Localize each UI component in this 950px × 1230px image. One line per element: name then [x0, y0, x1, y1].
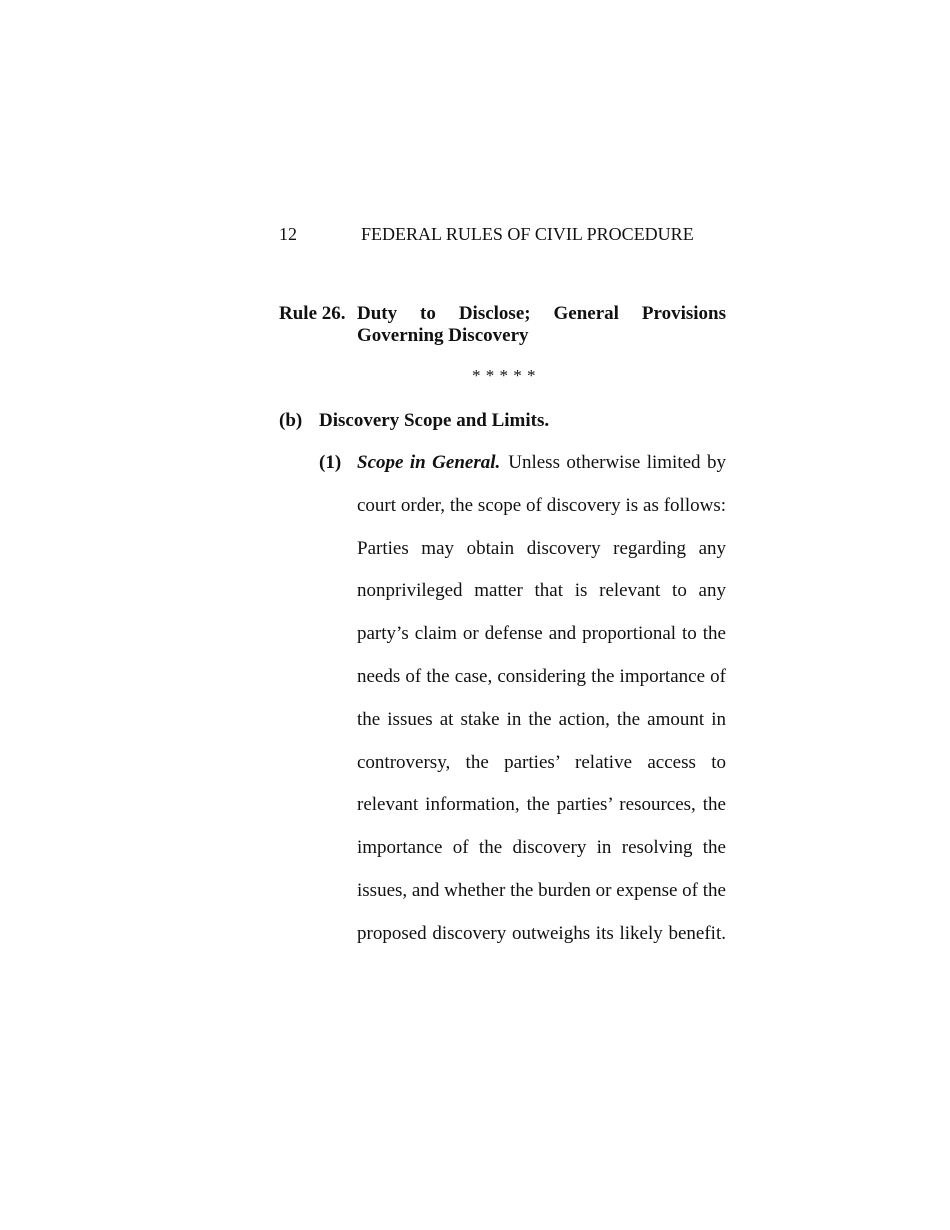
omission-marker: * * * * * [472, 366, 536, 385]
paragraph-line: proposed discovery outweighs its likely benefit. [357, 922, 726, 944]
paragraph-line: court order, the scope of discovery is as follows: [357, 494, 726, 516]
rule-label: Rule 26. [279, 303, 346, 324]
page-number: 12 [279, 224, 297, 244]
paragraph-line: controversy, the parties’ relative access to [357, 751, 726, 773]
paragraph-line: relevant information, the parties’ resources, the [357, 794, 726, 816]
paragraph-line: issues, and whether the burden or expense of the [357, 879, 726, 901]
paragraph-heading: Scope in General. [357, 452, 501, 473]
paragraph-line [357, 452, 726, 495]
paragraph-line-text: Unless otherwise limited by [508, 452, 726, 473]
running-head: FEDERAL RULES OF CIVIL PROCEDURE [361, 224, 694, 244]
paragraph-line: nonprivileged matter that is relevant to any [357, 580, 726, 602]
paragraph-body [357, 452, 726, 966]
paragraph-line: needs of the case, considering the importance of [357, 665, 726, 687]
rule-title: Duty to Disclose; General Provisions Governing Discovery [357, 303, 726, 346]
paragraph-line: Parties may obtain discovery regarding any [357, 537, 726, 559]
subdivision-label: (b) [279, 410, 303, 431]
subdivision-heading: Discovery Scope and Limits. [319, 410, 550, 431]
paragraph-line: importance of the discovery in resolving the [357, 837, 726, 859]
paragraph-line: party’s claim or defense and proportional to the [357, 623, 726, 645]
paragraph-line: the issues at stake in the action, the amount in [357, 708, 726, 730]
paragraph-label: (1) [319, 452, 342, 473]
